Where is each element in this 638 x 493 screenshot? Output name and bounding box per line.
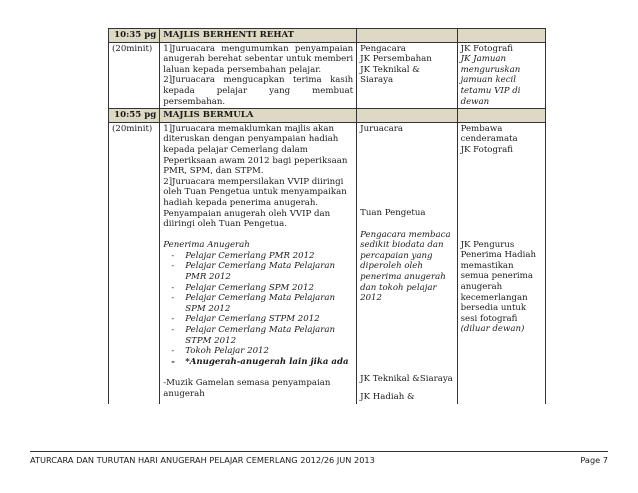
list-item: - Pelajar Cemerlang PMR 2012	[171, 251, 353, 262]
activity-text: Penyampaian anugerah oleh VVIP dan diiringi oleh Tuan Pengetua.	[163, 208, 331, 230]
notes-cell	[457, 122, 545, 404]
notes-text: JK Fotografi	[460, 144, 513, 155]
section-title: MAJLIS BERMULA	[160, 109, 357, 123]
activity-cell	[160, 122, 357, 404]
activity-text: 2]Juruacara mempersilakan VVIP diiringi oleh Tuan Pengetua untuk menyampaikan hadiah kepada penerima anugerah.	[163, 176, 347, 208]
list-item: - Tokoh Pelajar 2012	[171, 346, 353, 357]
notes-text: JK Fotografi	[460, 43, 513, 54]
notes-text: JK Jamuan menguruskan jamuan kecil tetamu VIP di dewan	[460, 54, 521, 107]
responsible-text: Juruacara	[360, 123, 404, 134]
list-item: - Pelajar Cemerlang Mata Pelajaran STPM 2012	[171, 325, 353, 346]
list-item: - Pelajar Cemerlang STPM 2012	[171, 314, 353, 325]
activity-text: 1]Juruacara mengumumkan penyampaian anugerah berehat sebentar untuk memberi laluan kepada persembahan pelajar.	[163, 43, 354, 75]
activity-text: 2]Juruacara mengucapkan terima kasih kepada pelajar yang membuat persembahan.	[163, 75, 354, 107]
activity-text: 1]Juruacara memaklumkan majlis akan diteruskan dengan penyampaian hadiah kepada pelajar Cemerlang dalam Peperiksaan awam 2012 bagi peperiksaan PMR, SPM, dan STPM.	[163, 123, 348, 177]
duration-cell: (20minit)	[109, 42, 160, 109]
page-footer	[30, 451, 608, 465]
schedule-table	[108, 28, 546, 404]
notes-text: Pembawa cenderamata	[460, 123, 518, 145]
table-row	[109, 122, 546, 404]
duration-cell: (20minit)	[109, 122, 160, 404]
responsible-text: Pengacara	[360, 43, 406, 54]
time-cell: 10:55 pg	[109, 109, 160, 123]
table-row	[109, 42, 546, 109]
list-item: - *Anugerah-anugerah lain jika ada	[171, 357, 353, 368]
notes-cell	[457, 42, 545, 109]
responsible-text: JK Teknikal & Siaraya	[360, 64, 420, 86]
recipients-heading: Penerima Anugerah	[163, 240, 250, 251]
list-item: - Pelajar Cemerlang SPM 2012	[171, 283, 353, 294]
table-row-section-header	[109, 109, 546, 123]
page-number: Page 7	[580, 455, 608, 465]
section-title: MAJLIS BERHENTI REHAT	[160, 29, 357, 43]
notes-text: JK Pengurus Penerima Hadiah memastikan semua penerima anugerah kecemerlangan bersedia untuk sesi fotografi	[460, 239, 537, 324]
music-note: -Muzik Gamelan semasa penyampaian anugerah	[163, 378, 331, 399]
list-item: - Pelajar Cemerlang Mata Pelajaran SPM 2012	[171, 293, 353, 314]
notes-text: (diluar dewan)	[460, 324, 525, 335]
time-cell: 10:35 pg	[109, 29, 160, 43]
recipients-list	[163, 251, 353, 368]
responsible-text: JK Persembahan	[360, 54, 432, 65]
activity-cell	[160, 42, 357, 109]
responsible-cell	[357, 122, 457, 404]
responsible-text: JK Teknikal &Siaraya	[360, 373, 453, 384]
responsible-text: Pengacara membaca sedikit biodata dan percapaian yang diperoleh oleh penerima anugerah dan tokoh pelajar 2012	[360, 229, 451, 304]
responsible-cell	[357, 42, 457, 109]
responsible-text: JK Hadiah &	[360, 392, 415, 403]
table-row-section-header	[109, 29, 546, 43]
footer-title: ATURCARA DAN TURUTAN HARI ANUGERAH PELAJAR CEMERLANG 2012/26 JUN 2013	[30, 455, 375, 465]
responsible-text: Tuan Pengetua	[360, 208, 426, 219]
list-item: - Pelajar Cemerlang Mata Pelajaran PMR 2012	[171, 261, 353, 282]
